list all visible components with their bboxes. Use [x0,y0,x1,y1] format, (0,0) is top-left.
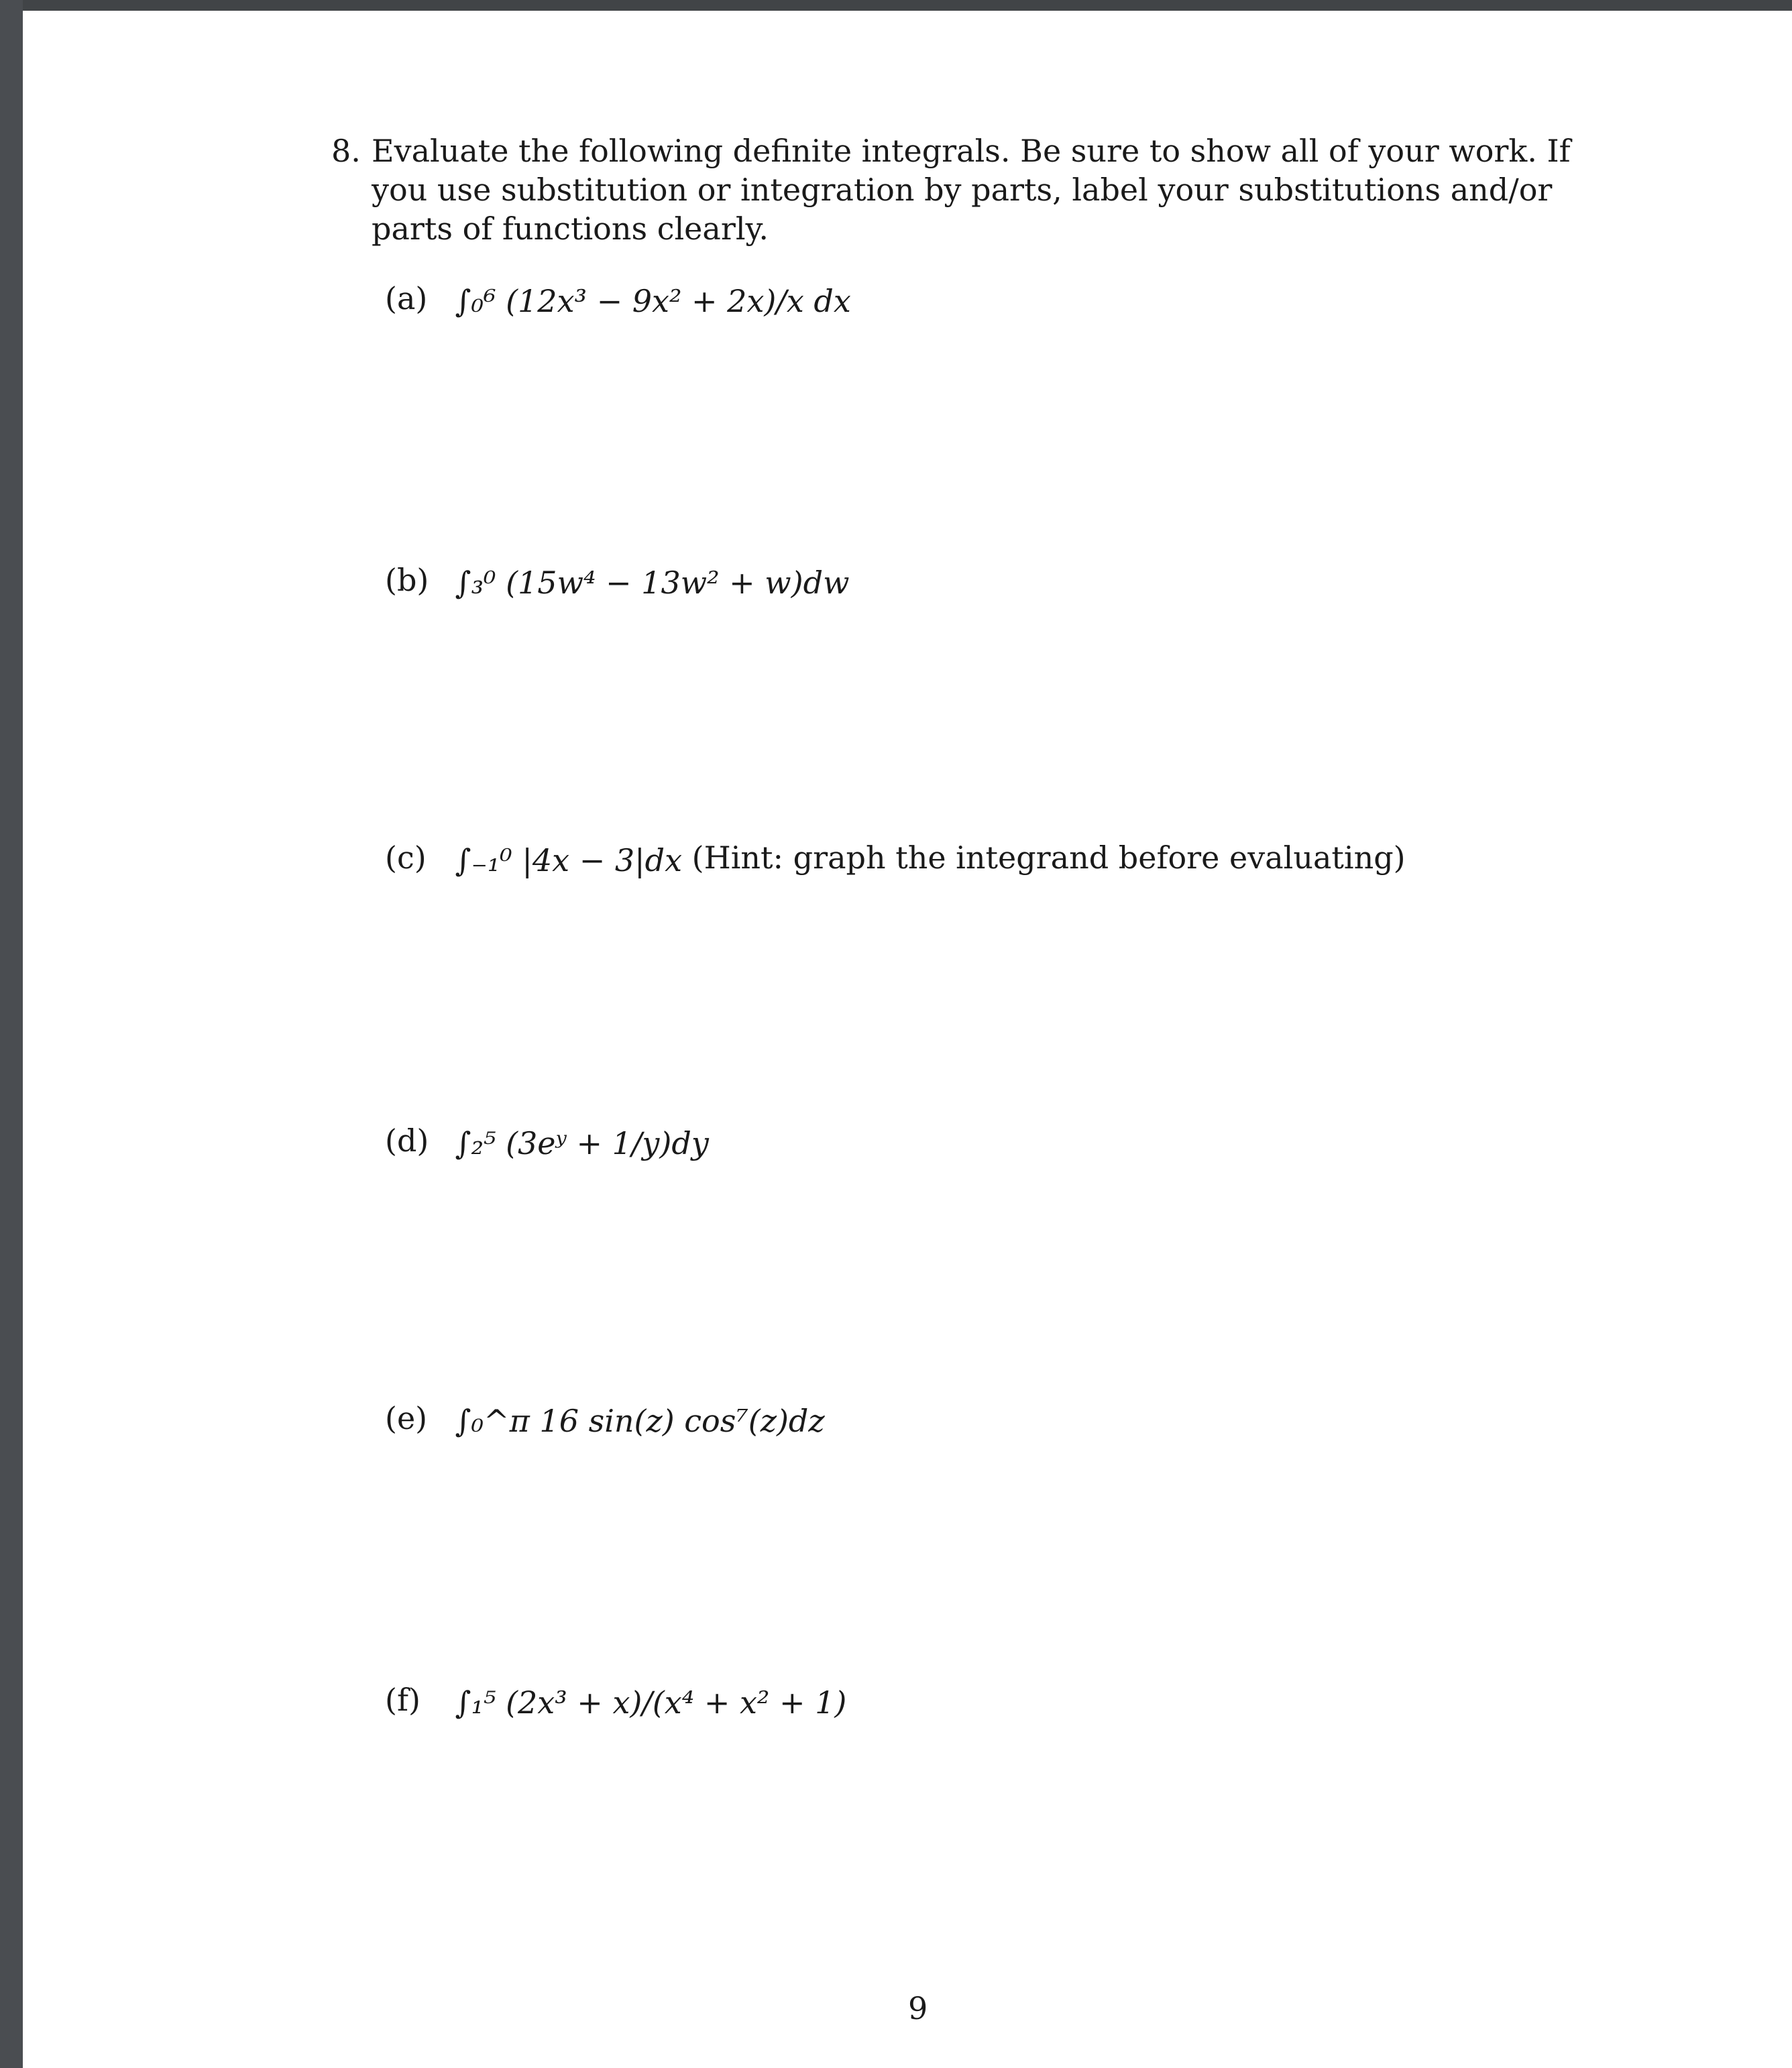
part-label: (f) [385,1682,421,1718]
integral-expression: ∫₃⁰ (15w⁴ − 13w² + w)dw [455,565,850,601]
part-label: (e) [385,1400,428,1436]
problem-number: 8. [331,133,361,169]
problem-statement [331,131,1572,248]
part-hint: (Hint: graph the integrand before evaluating) [691,840,1406,876]
integral-expression: ∫₀^π 16 sin(z) cos⁷(z)dz [455,1403,825,1439]
part-label: (b) [385,562,429,598]
integral-expression: ∫₂⁵ (3eʸ + 1/y)dy [455,1125,709,1161]
integral-part-d [385,1121,709,1163]
integral-expression: ∫₀⁶ (12x³ − 9x² + 2x)/x dx [455,283,851,319]
part-label: (d) [385,1123,429,1159]
integral-part-c [385,838,1406,880]
integral-part-f [385,1680,846,1722]
integral-expression: ∫₋₁⁰ |4x − 3|dx [455,842,683,878]
viewer-left-margin [0,0,23,2068]
integral-part-b [385,561,849,602]
integral-part-a [385,279,851,321]
page-number: 9 [908,1990,928,2026]
problem-instructions: Evaluate the following definite integrals. Be sure to show all of your work. If you use substitution or integration by parts, label your substitutions and/or parts of functions clearly. [372,133,1571,247]
part-label: (c) [385,840,427,876]
integral-expression: ∫₁⁵ (2x³ + x)/(x⁴ + x² + 1) [455,1684,847,1721]
window-top-bar [0,0,1792,11]
part-label: (a) [385,280,428,317]
document-page [23,11,1792,2068]
integral-part-e [385,1399,825,1440]
